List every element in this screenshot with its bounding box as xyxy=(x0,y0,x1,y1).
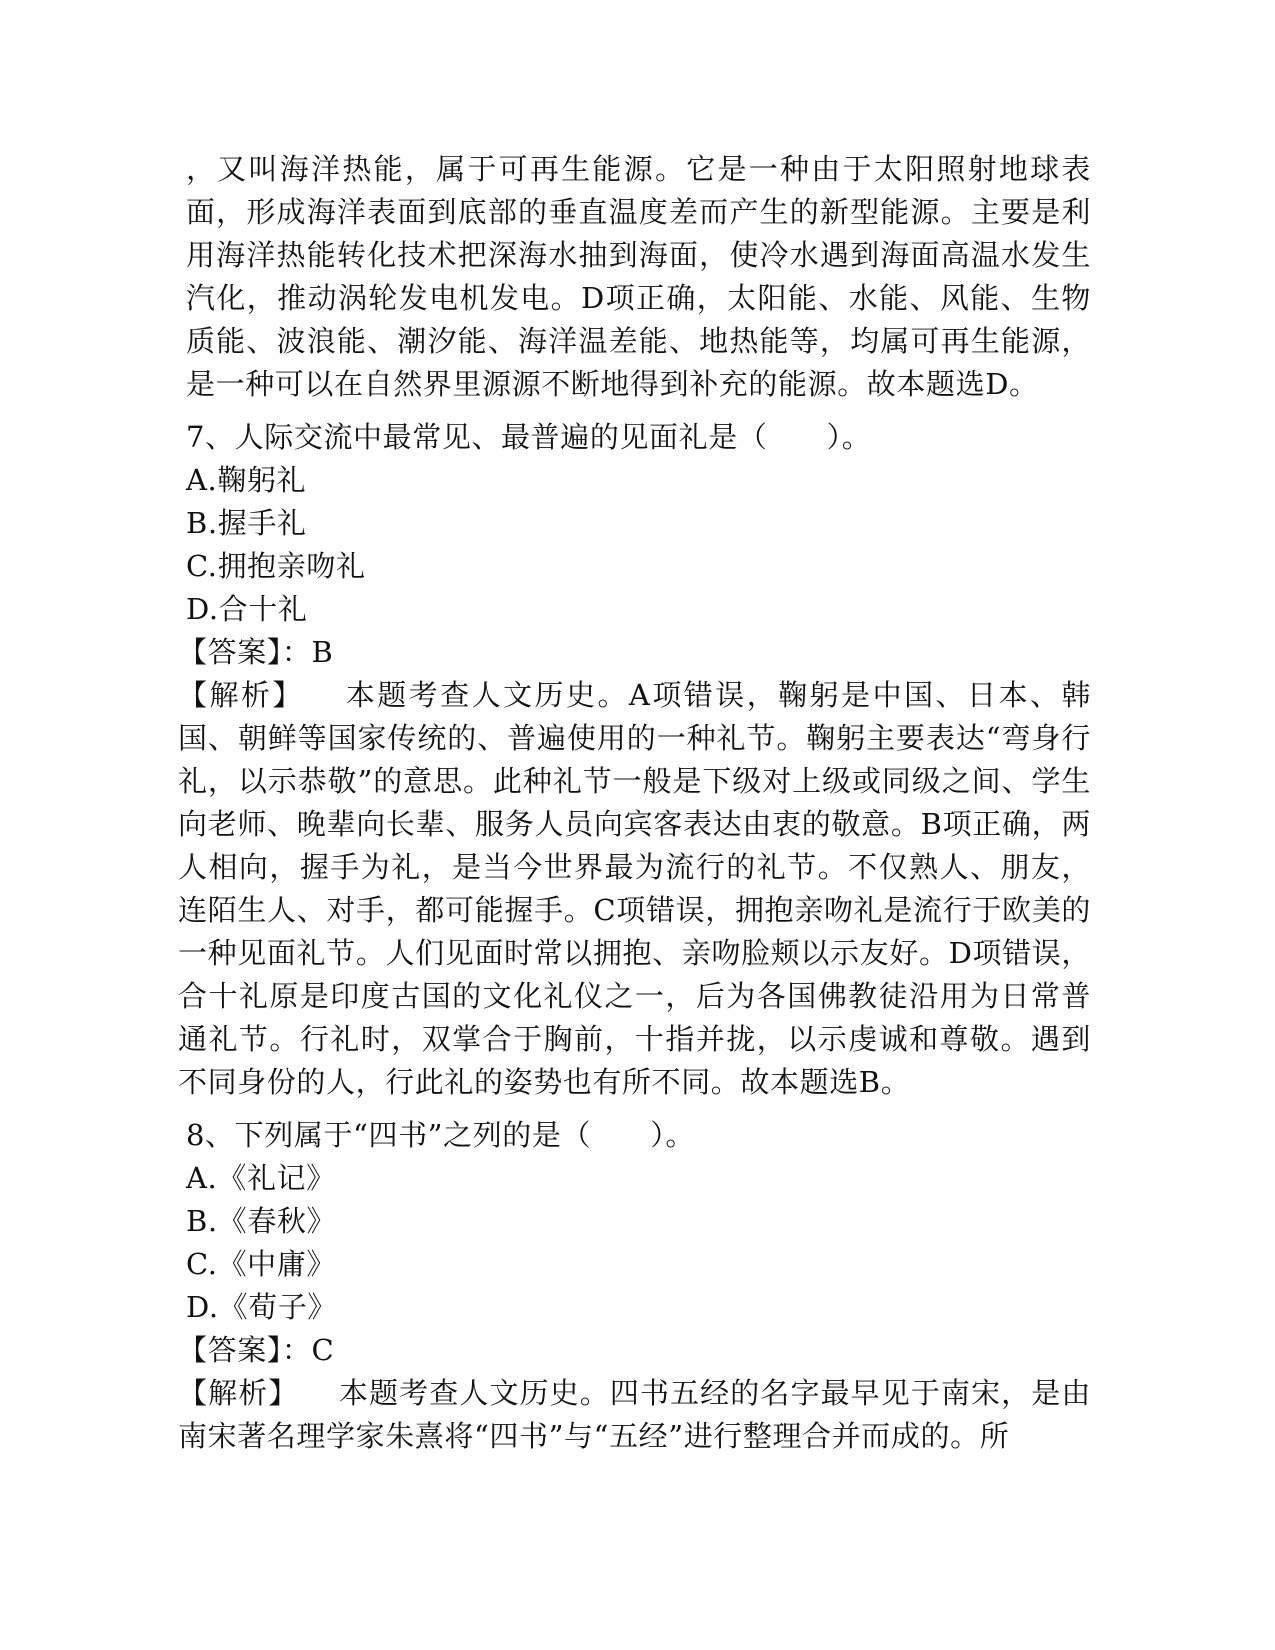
option-d: D.合十礼 xyxy=(186,592,308,626)
option-a: A.鞠躬礼 xyxy=(186,463,307,497)
option-b: B.握手礼 xyxy=(186,506,307,540)
analysis-block xyxy=(178,1372,1091,1458)
answer-line: 【答案】：C xyxy=(178,1333,335,1367)
analysis-block xyxy=(178,674,1091,1104)
question-8 xyxy=(178,1114,1091,1458)
analysis-label: 【解析】 xyxy=(178,678,304,712)
option-b: B.《春秋》 xyxy=(186,1204,337,1238)
option-a: A.《礼记》 xyxy=(186,1161,336,1195)
question-stem: 7、人际交流中最常见、最普遍的见面礼是（ ）。 xyxy=(186,420,872,454)
question-stem: 8、下列属于“四书”之列的是（ ）。 xyxy=(186,1118,696,1152)
answer-line: 【答案】：B xyxy=(178,635,334,669)
analysis-label: 【解析】 xyxy=(178,1376,299,1410)
question-7 xyxy=(178,416,1092,1104)
option-c: C.《中庸》 xyxy=(186,1247,336,1281)
spacer xyxy=(186,1104,1091,1114)
document-page xyxy=(178,148,1092,1458)
spacer xyxy=(186,406,1091,416)
previous-explanation-tail: ，又叫海洋热能，属于可再生能源。它是一种由于太阳照射地球表面，形成海洋表面到底部的垂直温度差而产生的新型能源。主要是利用海洋热能转化技术把深海水抽到海面，使冷水遇到海面高温水发生汽化，推动涡轮发电机发电。D项正确，太阳能、水能、风能、生物质能、波浪能、潮汐能、海洋温差能、地热能等，均属可再生能源，是一种可以在自然界里源源不断地得到补充的能源。故本题选D。 xyxy=(186,152,1091,401)
option-c: C.拥抱亲吻礼 xyxy=(186,549,366,583)
option-d: D.《荀子》 xyxy=(186,1290,338,1324)
analysis-text: 本题考查人文历史。四书五经的名字最早见于南宋，是由南宋著名理学家朱熹将“四书”与“五经”进行整理合并而成的。所 xyxy=(178,1376,1091,1453)
analysis-text: 本题考查人文历史。A项错误，鞠躬是中国、日本、韩国、朝鲜等国家传统的、普遍使用的一种礼节。鞠躬主要表达“弯身行礼，以示恭敬”的意思。此种礼节一般是下级对上级或同级之间、学生向老师、晚辈向长辈、服务人员向宾客表达由衷的敬意。B项正确，两人相向，握手为礼，是当今世界最为流行的礼节。不仅熟人、朋友，连陌生人、对手，都可能握手。C项错误，拥抱亲吻礼是流行于欧美的一种见面礼节。人们见面时常以拥抱、亲吻脸颊以示友好。D项错误，合十礼原是印度古国的文化礼仪之一，后为各国佛教徒沿用为日常普通礼节。行礼时，双掌合于胸前，十指并拢，以示虔诚和尊敬。遇到不同身份的人，行此礼的姿势也有所不同。故本题选B。 xyxy=(178,678,1092,1099)
